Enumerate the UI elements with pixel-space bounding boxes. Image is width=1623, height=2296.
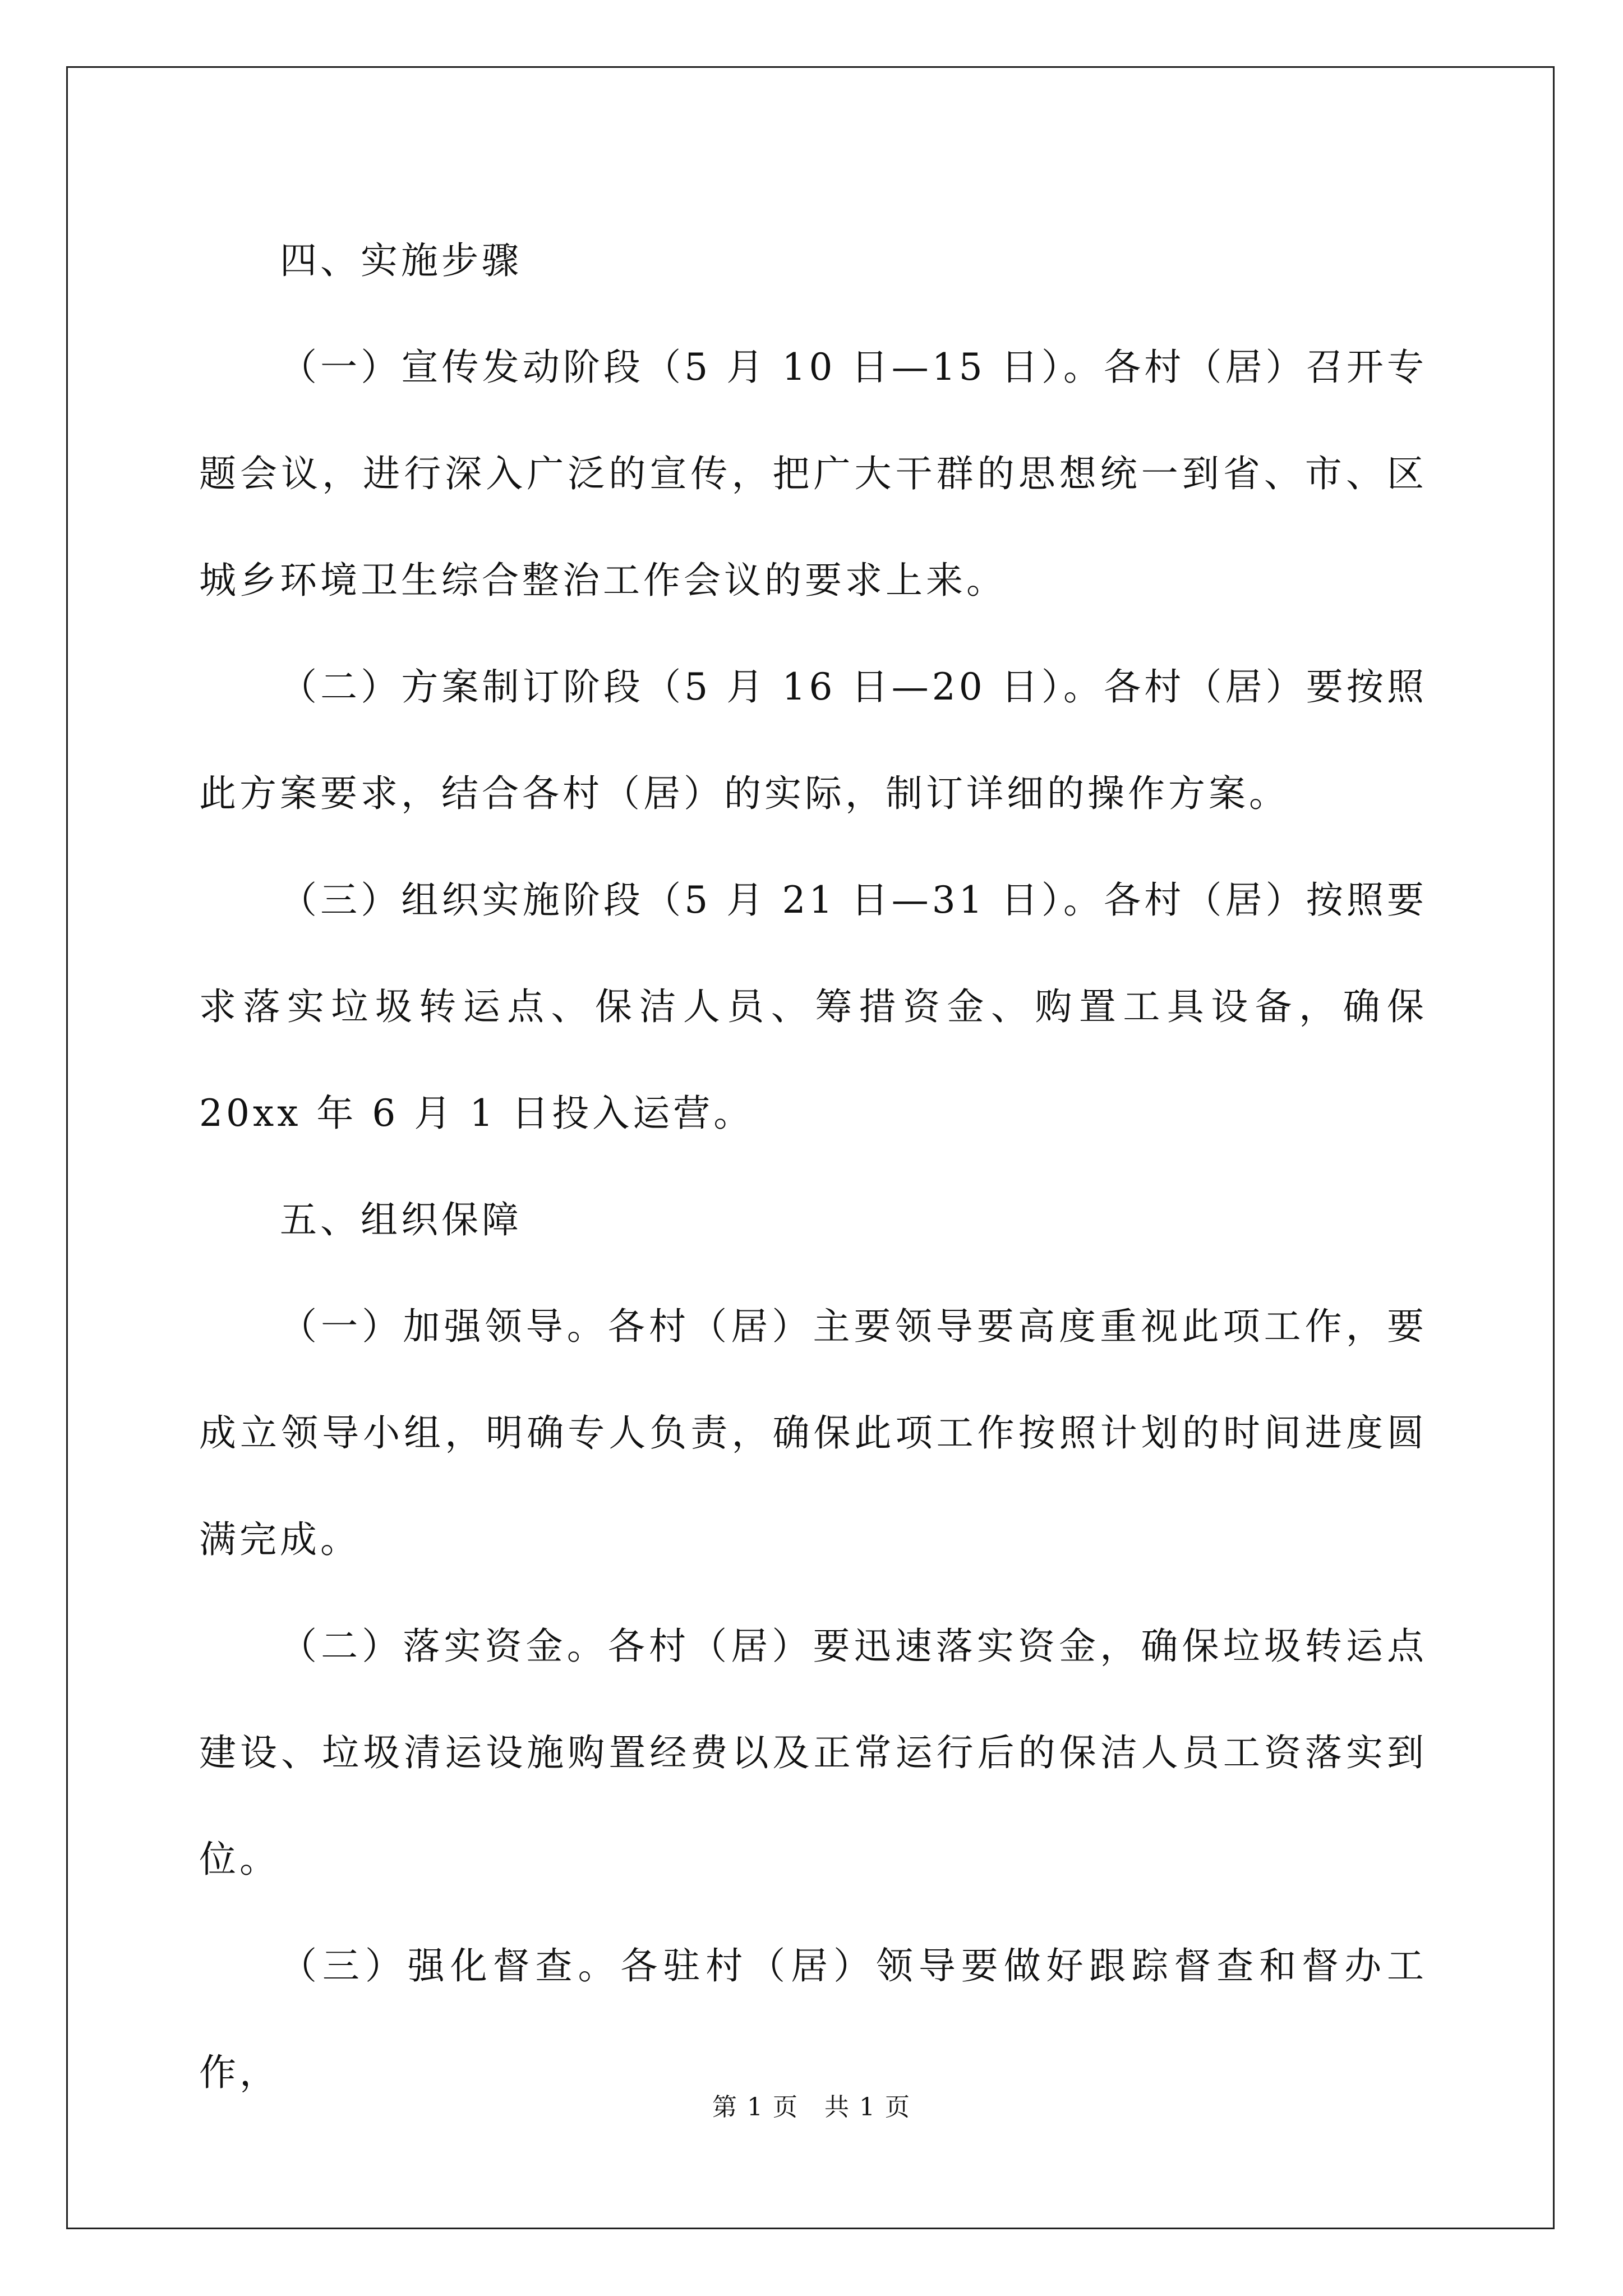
paragraph-plan-phase: （二）方案制订阶段（5 月 16 日—20 日）。各村（居）要按照此方案要求，结合各村（居）的实际，制订详细的操作方案。 (199, 665, 1427, 815)
document-body (199, 208, 1427, 2126)
section-heading-implementation-steps: 四、实施步骤 (280, 239, 522, 282)
paragraph-supervision: （三）强化督查。各驻村（居）领导要做好跟踪督查和督办工作， (199, 1944, 1427, 2094)
section-heading-organization-guarantee: 五、组织保障 (280, 1198, 522, 1241)
paragraph-leadership: （一）加强领导。各村（居）主要领导要高度重视此项工作，要成立领导小组，明确专人负责，确保此项工作按照计划的时间进度圆满完成。 (199, 1305, 1427, 1561)
paragraph-publicity-phase: （一）宣传发动阶段（5 月 10 日—15 日）。各村（居）召开专题会议，进行深入广泛的宣传，把广大干群的思想统一到省、市、区城乡环境卫生综合整治工作会议的要求上来。 (199, 346, 1427, 602)
paragraph-funding: （二）落实资金。各村（居）要迅速落实资金，确保垃圾转运点建设、垃圾清运设施购置经费以及正常运行后的保洁人员工资落实到位。 (199, 1625, 1427, 1881)
page-footer: 第 1 页 共 1 页 (712, 2093, 911, 2122)
paragraph-implementation-phase: （三）组织实施阶段（5 月 21 日—31 日）。各村（居）按照要求落实垃圾转运点、保洁人员、筹措资金、购置工具设备，确保 20xx 年 6 月 1 日投入运营。 (199, 878, 1427, 1135)
